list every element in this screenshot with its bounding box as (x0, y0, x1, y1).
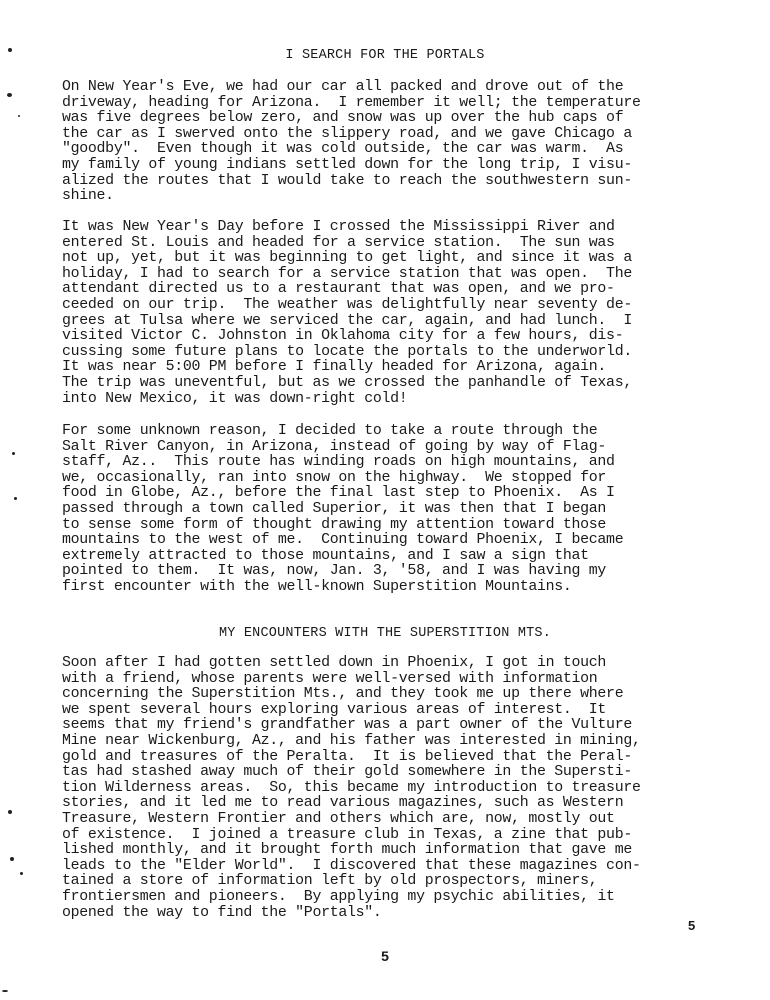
scan-speck (7, 93, 12, 97)
text-line: my family of young indians settled down for the long trip, I visu- (62, 156, 632, 173)
text-line: It was New Year's Day before I crossed the Mississippi River and (62, 219, 615, 235)
text-line: shine. (62, 188, 114, 205)
text-line: extremely attracted to those mountains, and I saw a sign that (62, 547, 589, 564)
scan-speck (8, 810, 12, 814)
text-line: grees at Tulsa where we serviced the car, again, and had lunch. I (62, 312, 632, 329)
text-line: holiday, I had to search for a service station that was open. The (62, 265, 632, 282)
page-number-side: 5 (688, 918, 696, 933)
text-line: gold and treasures of the Peralta. It is believed that the Peral- (62, 748, 632, 765)
paragraph-new-years-day (62, 220, 712, 407)
text-line: we spent several hours exploring various areas of interest. It (62, 701, 607, 718)
text-line: of existence. I joined a treasure club in Texas, a zine that pub- (62, 826, 632, 843)
paragraph-phoenix-encounters (62, 656, 712, 921)
text-line: into New Mexico, it was down-right cold! (62, 390, 408, 407)
text-line: tas had stashed away much of their gold somewhere in the Supersti- (62, 764, 632, 781)
text-line: pointed to them. It was, now, Jan. 3, '58, and I was having my (62, 563, 607, 580)
paragraph-salt-river-canyon (62, 424, 712, 596)
text-line: driveway, heading for Arizona. I remember it well; the temperature (62, 94, 641, 111)
text-line: leads to the "Elder World". I discovered that these magazines con- (62, 857, 641, 874)
text-line: Mine near Wickenburg, Az., and his father was interested in mining, (62, 732, 641, 749)
text-line: tion Wilderness areas. So, this became my introduction to treasure (62, 779, 641, 796)
scan-speck (12, 452, 15, 455)
text-line: lished monthly, and it brought forth much information that gave me (62, 842, 632, 859)
section-heading-portals: I SEARCH FOR THE PORTALS (285, 48, 485, 63)
text-line: with a friend, whose parents were well-versed with information (62, 670, 598, 687)
text-line: frontiersmen and pioneers. By applying my psychic abilities, it (62, 888, 615, 905)
text-line: we, occasionally, ran into snow on the highway. We stopped for (62, 469, 607, 486)
text-line: to sense some form of thought drawing my attention toward those (62, 516, 607, 533)
scan-speck (14, 497, 17, 500)
text-line: visited Victor C. Johnston in Oklahoma city for a few hours, dis- (62, 328, 624, 345)
scan-speck (10, 857, 14, 861)
text-line: cussing some future plans to locate the portals to the underworld. (62, 343, 632, 360)
text-line: The trip was uneventful, but as we crossed the panhandle of Texas, (62, 374, 632, 391)
section-heading-superstition: MY ENCOUNTERS WITH THE SUPERSTITION MTS. (218, 626, 552, 641)
text-line: seems that my friend's grandfather was a part owner of the Vulture (62, 717, 632, 734)
text-line: Treasure, Western Frontier and others which are, now, mostly out (62, 810, 615, 827)
scan-speck (18, 115, 20, 117)
text-line: was five degrees below zero, and snow was up over the hub caps of (62, 110, 624, 127)
text-line: staff, Az.. This route has winding roads on high mountains, and (62, 454, 615, 471)
text-line: ceeded on our trip. The weather was delightfully near seventy de- (62, 296, 632, 313)
text-line: food in Globe, Az., before the final last step to Phoenix. As I (62, 485, 615, 502)
text-line: stories, and it led me to read various magazines, such as Western (62, 795, 624, 812)
text-line: Soon after I had gotten settled down in Phoenix, I got in touch (62, 655, 607, 671)
text-line: opened the way to find the "Portals". (62, 904, 382, 921)
text-line: For some unknown reason, I decided to take a route through the (62, 423, 598, 439)
text-line: attendant directed us to a restaurant that was open, and we pro- (62, 281, 615, 298)
text-line: "goodby". Even though it was cold outside, the car was warm. As (62, 141, 624, 158)
scan-speck (20, 872, 23, 875)
paragraph-new-years-eve (62, 80, 712, 205)
scan-speck (2, 990, 8, 992)
text-line: passed through a town called Superior, it was then that I began (62, 500, 607, 517)
text-line: alized the routes that I would take to reach the southwestern sun- (62, 172, 632, 189)
scan-speck (8, 48, 12, 52)
text-line: Salt River Canyon, in Arizona, instead of going by way of Flag- (62, 438, 607, 455)
text-line: mountains to the west of me. Continuing toward Phoenix, I became (62, 532, 624, 549)
text-line: the car as I swerved onto the slippery road, and we gave Chicago a (62, 125, 632, 142)
text-line: On New Year's Eve, we had our car all packed and drove out of the (62, 79, 624, 95)
text-line: concerning the Superstition Mts., and they took me up there where (62, 686, 624, 703)
text-line: It was near 5:00 PM before I finally headed for Arizona, again. (62, 359, 607, 376)
text-line: not up, yet, but it was beginning to get light, and since it was a (62, 250, 632, 267)
page-number-bottom: 5 (381, 948, 389, 964)
text-line: tained a store of information left by old prospectors, miners, (62, 873, 598, 890)
text-line: first encounter with the well-known Superstition Mountains. (62, 578, 572, 595)
text-line: entered St. Louis and headed for a service station. The sun was (62, 234, 615, 251)
